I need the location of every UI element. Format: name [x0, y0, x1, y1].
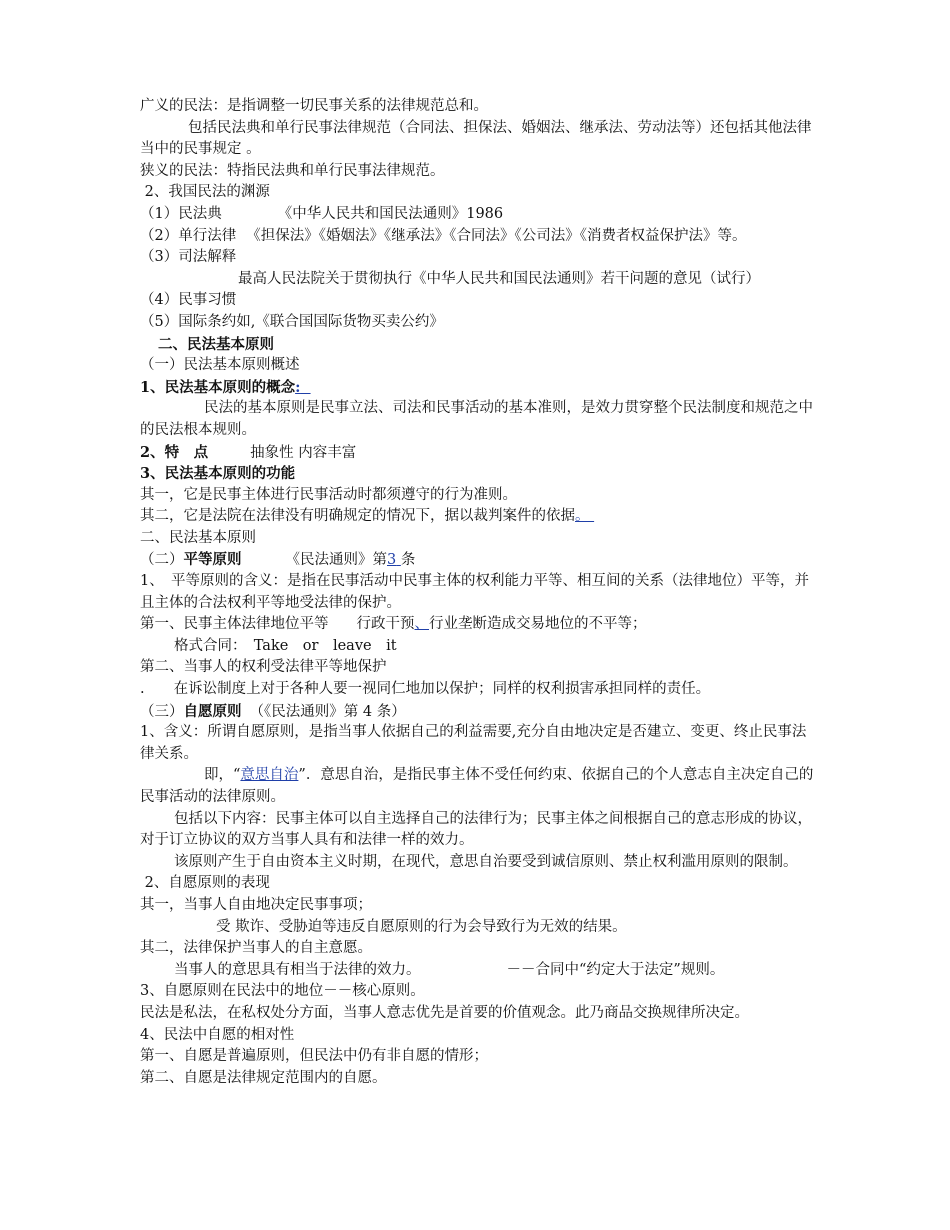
- text-line: . 在诉讼制度上对于各种人要一视同仁地加以保护；同样的权利损害承担同样的责任。: [140, 681, 711, 698]
- heading-text: 2、特 点: [140, 443, 209, 461]
- text-line: 第二、当事人的权利受法律平等地保护: [140, 659, 387, 676]
- line-text: 其二，它是法院在法律没有明确规定的情况下，据以裁判案件的依据: [140, 508, 575, 525]
- text-line: （4）民事习惯: [140, 292, 237, 309]
- text-line: 最高人民法院关于贯彻执行《中华人民共和国民法通则》若干问题的意见（试行）: [238, 270, 760, 287]
- citation-text: 条: [400, 552, 416, 569]
- text-line: （5）国际条约如,《联合国国际货物买卖公约》: [140, 313, 444, 330]
- heading-text: 平等原则: [183, 551, 242, 569]
- list-label: （1）民法典: [140, 205, 222, 222]
- inline-link[interactable]: 。: [575, 508, 590, 525]
- text-line: [140, 873, 820, 895]
- text-line: 其一，当事人自由地决定民事事项；: [140, 896, 372, 913]
- text-line: 3、自愿原则在民法中的地位－－核心原则。: [140, 983, 425, 1000]
- line-text: 第一、民事主体法律地位平等: [140, 616, 329, 633]
- line-text: 行业垄断造成交易地位的不平等；: [429, 616, 647, 633]
- text-line: [140, 549, 820, 571]
- text-line: 民法是私法，在私权处分方面，当事人意志优先是首要的价值观念。此乃商品交换规律所决定。: [140, 1004, 749, 1021]
- text-paragraph: 1、含义：所谓自愿原则，是指当事人依据自己的利益需要,充分自由地决定是否建立、变更、终止民事法律关系。: [140, 724, 807, 762]
- text-paragraph: [140, 765, 820, 808]
- section-heading: 3、民法基本原则的功能: [140, 465, 296, 483]
- text-line: [140, 960, 820, 982]
- article-link[interactable]: 3: [387, 552, 397, 569]
- text-line: 其一，它是民事主体进行民事活动时都须遵守的行为准则。: [140, 486, 517, 503]
- link-underline: [300, 379, 310, 396]
- text-line: 第一、自愿是普遍原则，但民法中仍有非自愿的情形；: [140, 1048, 488, 1065]
- heading-text: 1、民法基本原则的概念: [140, 378, 296, 396]
- heading-text: 自愿原则: [183, 702, 242, 720]
- text-line: 其二，法律保护当事人的自主意愿。: [140, 940, 372, 957]
- text-line: （一）民法基本原则概述: [140, 357, 300, 374]
- citation-text: （《民法通则》第 4 条）: [249, 703, 406, 720]
- text-paragraph: 该原则产生于自由资本主义时期，在现代，意思自治要受到诚信原则、禁止权利滥用原则的限制。: [174, 853, 798, 870]
- text-line: 第二、自愿是法律规定范围内的自愿。: [140, 1069, 387, 1086]
- line-text: 当事人的意思具有相当于法律的效力。: [174, 961, 421, 978]
- document-page: [140, 96, 820, 1089]
- section-heading: 2、自愿原则的表现: [144, 875, 270, 892]
- list-label: （2）单行法律: [140, 227, 237, 244]
- text-paragraph: 民法的基本原则是民事立法、司法和民事活动的基本准则，是效力贯穿整个民法制度和规范之中的民法根本规则。: [140, 400, 813, 438]
- term-link[interactable]: 意思自治: [240, 767, 299, 784]
- text-line: 受 欺诈、受胁迫等违反自愿原则的行为会导致行为无效的结果。: [216, 918, 627, 935]
- text-line: （3）司法解释: [140, 249, 237, 266]
- text-line: 狭义的民法：特指民法典和单行民事法律规范。: [140, 162, 445, 179]
- text-line: [140, 442, 820, 464]
- text-paragraph: 包括民法典和单行民事法律规范（合同法、担保法、婚姻法、继承法、劳动法等）还包括其他法律当中的民事规定 。: [140, 119, 812, 158]
- feature-text: 抽象性 内容丰富: [250, 444, 357, 461]
- line-text: ”．意思自治，是指民事主体不受任何约束、依据自己的个人意志自主决定自己的民事活动的法律原则。: [140, 767, 814, 805]
- section-heading: 二、民法基本原则: [158, 335, 274, 353]
- text-line: [140, 506, 820, 528]
- text-paragraph: 1、 平等原则的含义：是指在民事活动中民事主体的权利能力平等、相互间的关系（法律地位）平等，并且主体的合法权利平等地受法律的保护。: [140, 573, 809, 611]
- text-line: [140, 701, 820, 723]
- list-label: （三）: [140, 703, 184, 720]
- text-line: [140, 204, 820, 226]
- heading-link[interactable]: :: [295, 378, 301, 396]
- text-line: 广义的民法：是指调整一切民事关系的法律规范总和。: [140, 98, 488, 114]
- text-line: [140, 182, 820, 204]
- text-paragraph: 包括以下内容：民事主体可以自主选择自己的法律行为；民事主体之间根据自己的意志形成的协议，对于订立协议的双方当事人具有和法律一样的效力。: [140, 810, 812, 849]
- line-text: 即，“: [204, 767, 241, 784]
- text-line: [140, 614, 820, 636]
- text-line: [140, 226, 820, 248]
- section-heading: 2、我国民法的渊源: [144, 184, 270, 201]
- list-label: （二）: [140, 552, 184, 569]
- line-text: 行政干预: [356, 616, 415, 633]
- list-text: 《担保法》《婚姻法》《继承法》《合同法》《公司法》《消费者权益保护法》等。: [246, 227, 747, 244]
- text-line: 格式合同： Take or leave it: [174, 637, 397, 654]
- text-line: 二、民法基本原则: [140, 529, 256, 546]
- list-text: 《中华人民共和国民法通则》1986: [277, 205, 504, 222]
- inline-link[interactable]: 、: [414, 616, 429, 633]
- line-text: －－合同中“约定大于法定”规则。: [506, 961, 725, 978]
- section-heading: [140, 377, 820, 399]
- citation-text: 《民法通则》第: [285, 552, 387, 569]
- text-line: 4、民法中自愿的相对性: [140, 1026, 295, 1043]
- link-underline: [590, 508, 595, 524]
